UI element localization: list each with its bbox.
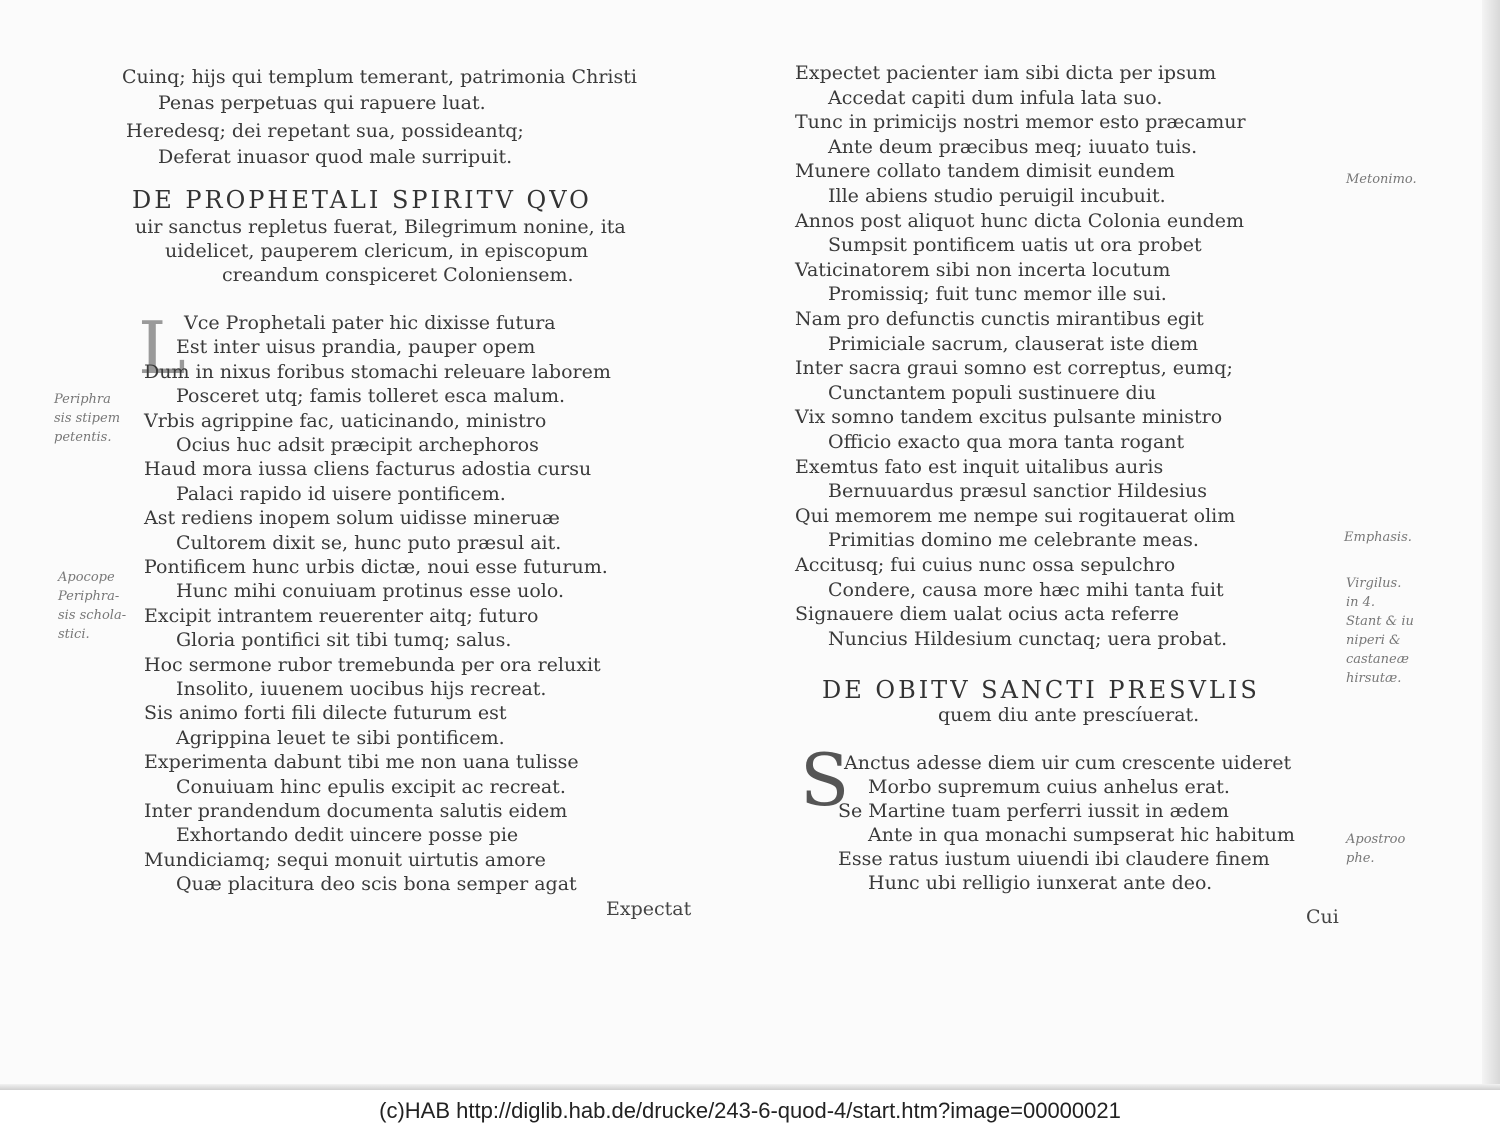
margin-note-line: stici. [58,627,90,642]
verse-line: Dum in nixus foribus stomachi releuare laborem [144,360,611,383]
right-dropcap: S [800,738,850,822]
left-margin-note [54,390,120,447]
verse-line: Signauere diem ualat ocius acta referre [795,603,1180,626]
verse-line: Promissiq; fuit tunc memor ille sui. [828,283,1167,306]
verse-line: Cunctantem populi sustinuere diu [828,381,1156,404]
margin-note-line: castaneæ [1346,652,1409,667]
verse-line: Gloria pontifici sit tibi tumq; salus. [176,629,512,652]
verse-line: Inter sacra graui somno est correptus, eumq; [795,357,1233,380]
left-heading-sub: creandum conspiceret Coloniensem. [222,264,574,286]
verse-line: Ast rediens inopem solum uidisse mineruæ [144,507,560,530]
verse-line: Ocius huc adsit præcipit archephoros [176,434,539,456]
right-margin-note [1346,574,1414,688]
left-top-line: Heredesq; dei repetant sua, possideantq; [126,120,524,142]
verse-line: Sis animo forti fili dilecte futurum est [144,702,507,725]
margin-note-line: sis schola- [58,608,127,623]
margin-note-line: niperi & [1346,633,1401,648]
left-top-line: Penas perpetuas qui rapuere luat. [158,92,486,114]
verse-line: Sumpsit pontificem uatis ut ora probet [828,234,1202,257]
verse-line: Exemtus fato est inquit uitalibus auris [795,455,1164,478]
margin-note-line: phe. [1346,851,1375,866]
verse-line: Bernuuardus præsul sanctior Hildesius [828,480,1207,503]
margin-note-line: sis stipem [54,411,121,426]
verse-line: Exhortando dedit uincere posse pie [176,824,519,847]
verse-line: Morbo supremum cuius anhelus erat. [868,776,1230,798]
verse-line: Experimenta dabunt tibi me non uana tulisse [144,751,579,774]
verse-line: Annos post aliquot hunc dicta Colonia eundem [795,209,1245,232]
page-edge-right [1482,0,1500,1090]
verse-line: Vce Prophetali pater hic dixisse futura [184,312,556,334]
left-section-heading: DE PROPHETALI SPIRITV QVO [132,186,592,214]
right-margin-note [1344,528,1412,547]
verse-line: Nam pro defunctis cunctis mirantibus egit [795,308,1204,330]
verse-line: Qui memorem me nempe sui rogitauerat olim [795,504,1236,527]
verse-line: Condere, causa more hæc mihi tanta fuit [828,578,1224,601]
verse-line: Haud mora iussa cliens facturus adostia cursu [144,458,592,481]
verse-line: Vrbis agrippine fac, uaticinando, ministro [144,409,547,432]
verse-line: Quæ placitura deo scis bona semper agat [176,873,577,896]
verse-line: Hunc ubi relligio iunxerat ante deo. [868,872,1213,894]
verse-line: Vaticinatorem sibi non incerta locutum [795,258,1171,281]
margin-note-line: Periphra [54,392,111,407]
verse-line: Excipit intrantem reuerenter aitq; futuro [144,604,539,627]
verse-line: Est inter uisus prandia, pauper opem [176,336,536,359]
margin-note-line: Apostroo [1346,832,1406,847]
verse-line: Ante in qua monachi sumpserat hic habitum [868,824,1295,846]
margin-note-line: Periphra- [58,589,120,604]
right-section-heading: DE OBITV SANCTI PRESVLIS [822,676,1260,704]
right-margin-note [1346,830,1405,868]
left-catchword: Expectat [606,898,692,920]
digitization-credit: (c)HAB http://diglib.hab.de/drucke/243-6-quod-4/start.htm?image=00000021 [0,1090,1500,1131]
verse-line: Munere collato tandem dimisit eundem [795,160,1175,183]
verse-line: Conuiuam hinc epulis excipit ac recreat. [176,775,566,798]
margin-note-line: hirsutæ. [1346,671,1402,686]
verse-line: Tunc in primicijs nostri memor esto præcamur [795,111,1246,134]
left-heading-sub: uidelicet, pauperem clericum, in episcopum [165,240,589,262]
verse-line: Expectet pacienter iam sibi dicta per ipsum [795,62,1217,84]
verse-line: Se Martine tuam perferri iussit in ædem [838,800,1229,822]
verse-line: Pontificem hunc urbis dictæ, noui esse futurum. [144,556,608,578]
verse-line: Inter prandendum documenta salutis eidem [144,800,568,822]
margin-note-line: Virgilus. [1346,576,1402,591]
right-catchword: Cui [1306,906,1339,928]
margin-note-line: Stant & iu [1346,614,1414,629]
margin-note-line: Metonimo. [1346,172,1417,187]
left-heading-sub: uir sanctus repletus fuerat, Bilegrimum nonine, ita [135,216,626,238]
left-top-line: Cuinq; hijs qui templum temerant, patrimonia Christi [122,66,637,88]
verse-line: Officio exacto qua mora tanta rogant [828,431,1185,453]
margin-note-line: Apocope [58,570,115,585]
margin-note-line: petentis. [54,430,112,445]
right-heading-sub: quem diu ante prescíuerat. [938,704,1200,726]
verse-line: Agrippina leuet te sibi pontificem. [176,726,505,749]
verse-line: Hoc sermone rubor tremebunda per ora reluxit [144,653,601,676]
right-margin-note [1346,170,1417,189]
verse-line: Mundiciamq; sequi monuit uirtutis amore [144,848,546,871]
verse-line: Anctus adesse diem uir cum crescente uideret [844,752,1292,774]
verse-line: Hunc mihi conuiuam protinus esse uolo. [176,580,565,603]
verse-line: Palaci rapido id uisere pontificem. [176,482,506,505]
left-margin-note [58,568,126,644]
verse-line: Esse ratus iustum uiuendi ibi claudere finem [838,848,1270,870]
verse-line: Vix somno tandem excitus pulsante ministro [795,406,1223,429]
verse-line: Accitusq; fui cuius nunc ossa sepulchro [795,554,1176,576]
verse-line: Nuncius Hildesium cunctaq; uera probat. [828,627,1228,650]
left-dropcap: L [138,306,186,390]
verse-line: Insolito, iuuenem uocibus hijs recreat. [176,678,547,700]
verse-line: Primitias domino me celebrante meas. [828,529,1199,552]
verse-line: Posceret utq; famis tolleret esca malum. [176,385,565,408]
verse-line: Primiciale sacrum, clauserat iste diem [828,332,1199,355]
verse-line: Cultorem dixit se, hunc puto præsul ait. [176,531,562,554]
left-top-line: Deferat inuasor quod male surripuit. [158,146,513,168]
verse-line: Ille abiens studio peruigil incubuit. [828,185,1166,207]
verse-line: Ante deum præcibus meq; iuuato tuis. [828,135,1198,158]
margin-note-line: in 4. [1346,595,1376,610]
margin-note-line: Emphasis. [1344,530,1412,545]
verse-line: Accedat capiti dum infula lata suo. [828,86,1163,109]
